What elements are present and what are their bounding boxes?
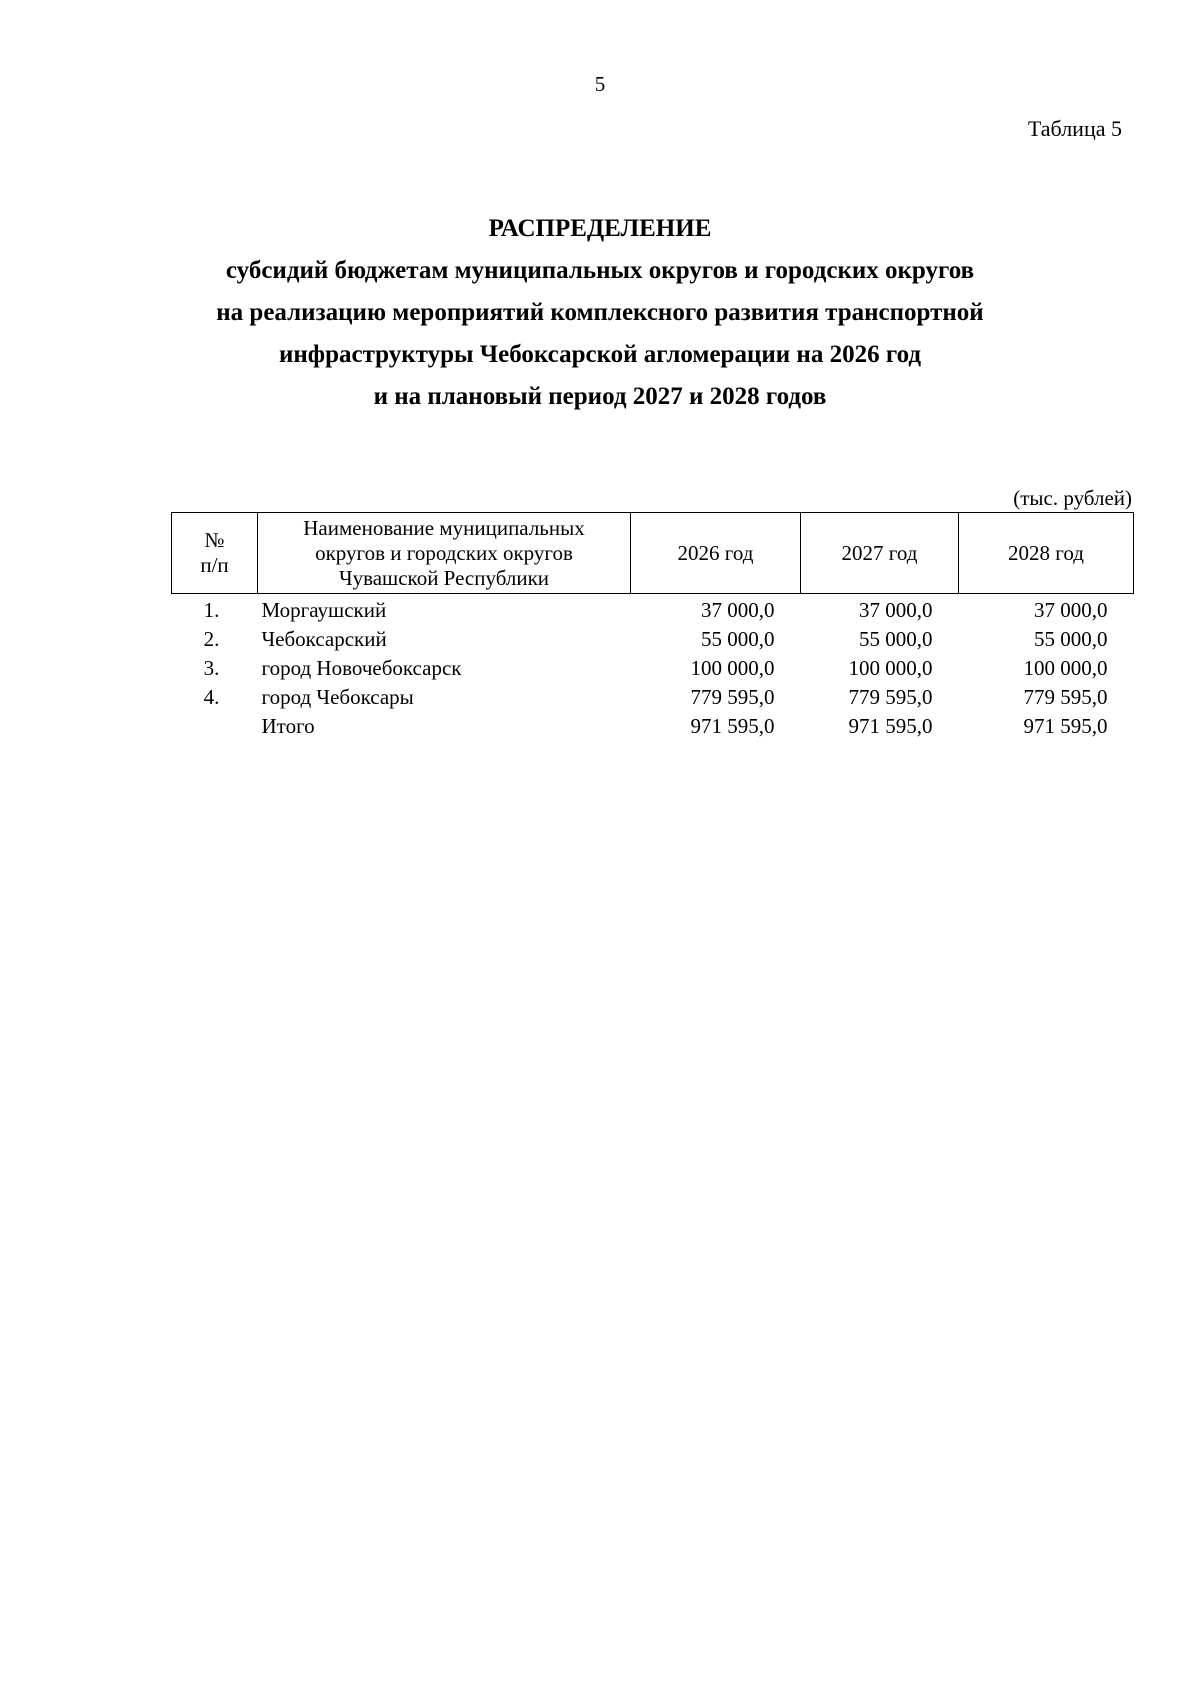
table-row [172,654,1134,683]
total-value-2027: 971 595,0 [848,714,933,738]
title-line-4: и на плановый период 2027 и 2028 годов [373,383,827,410]
row-value-2027: 55 000,0 [859,627,933,651]
row-value-2026: 37 000,0 [701,598,775,622]
row-value-2028: 55 000,0 [1034,627,1108,651]
header-2027: 2027 год [801,513,959,594]
row-number: 4. [203,685,220,709]
title-heading: РАСПРЕДЕЛЕНИЕ [488,215,712,242]
distribution-table [171,512,1134,741]
header-number [172,513,258,594]
units-label: (тыс. рублей) [1013,486,1132,510]
header-2028: 2028 год [959,513,1134,594]
header-name [258,513,631,594]
row-value-2028: 37 000,0 [1034,598,1108,622]
row-number: 2. [203,627,220,651]
document-title [150,208,1050,418]
table-total-row [172,712,1134,741]
header-name-line-3: Чувашской Республики [338,565,550,590]
header-2026: 2026 год [631,513,801,594]
table-header-row [172,513,1134,594]
total-value-2028: 971 595,0 [1023,714,1108,738]
total-value-2026: 971 595,0 [690,714,775,738]
row-name: город Новочебоксарск [261,656,462,680]
title-line-1: субсидий бюджетам муниципальных округов и городских округов [225,257,975,284]
row-value-2027: 37 000,0 [859,598,933,622]
header-number-line-1: № [204,528,225,552]
table-label: Таблица 5 [1027,116,1122,141]
row-value-2026: 779 595,0 [690,685,775,709]
row-number: 1. [203,598,220,622]
page-number: 5 [594,72,606,96]
row-value-2028: 779 595,0 [1023,685,1108,709]
row-name: Чебоксарский [261,627,387,651]
total-number [172,712,258,741]
row-name: город Чебоксары [261,685,414,709]
row-value-2026: 100 000,0 [690,656,775,680]
row-value-2027: 100 000,0 [848,656,933,680]
table-row [172,594,1134,626]
title-line-3: инфраструктуры Чебоксарской агломерации на 2026 год [278,341,921,368]
table-row [172,683,1134,712]
header-name-line-1: Наименование муниципальных [303,515,585,540]
row-number: 3. [203,656,220,680]
row-value-2027: 779 595,0 [848,685,933,709]
row-value-2028: 100 000,0 [1023,656,1108,680]
row-value-2026: 55 000,0 [701,627,775,651]
header-number-line-2: п/п [200,553,229,577]
table-row [172,625,1134,654]
header-name-line-2: округов и городских округов [315,540,573,565]
title-line-2: на реализацию мероприятий комплексного развития транспортной [216,299,984,326]
total-label: Итого [261,714,315,738]
row-name: Моргаушский [261,598,387,622]
